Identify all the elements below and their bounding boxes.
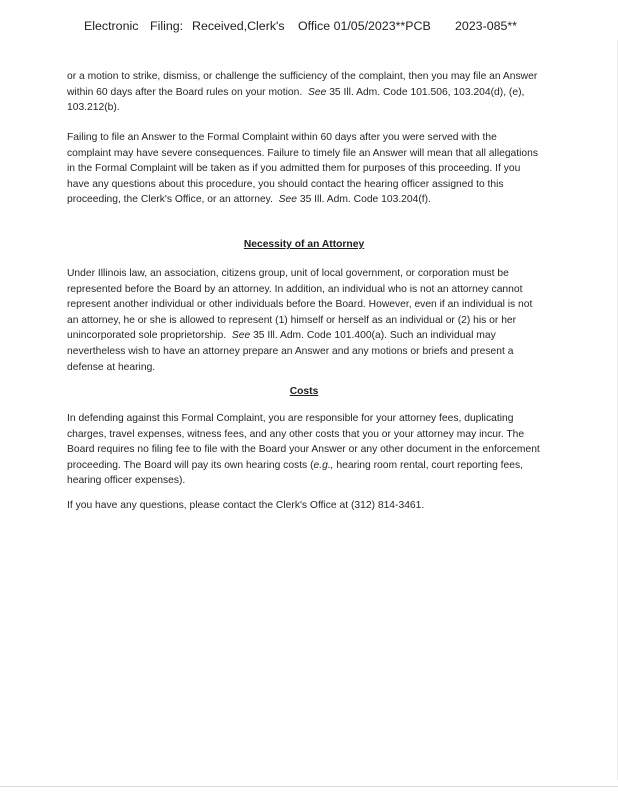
paragraph-contact-clerk: If you have any questions, please contact the Clerk's Office at (312) 814-3461. bbox=[67, 500, 425, 511]
stamp-office-date: Office 01/05/2023**PCB bbox=[298, 19, 431, 33]
paragraph-answer-continuation: or a motion to strike, dismiss, or challenge the sufficiency of the complaint, then you may file an Answer within 60 days after the Board rules on your motion. See 35 Ill. Adm. Code 101.506, 103.204(d), (e), 103.212(b). bbox=[67, 71, 538, 114]
heading-costs: Costs bbox=[289, 386, 319, 397]
stamp-filing: Filing: bbox=[150, 19, 184, 33]
stamp-electronic: Electronic bbox=[84, 19, 139, 33]
heading-necessity-of-attorney: Necessity of an Attorney bbox=[243, 239, 365, 250]
paragraph-costs: In defending against this Formal Complaint, you are responsible for your attorney fees, duplicating charges, travel expenses, witness fees, and any other costs that you or your attorney may incur. The Board requires no filing fee to file with the Board your Answer or any other document in the enforcement proceeding. The Board will pay its own hearing costs (e.g., hearing room rental, court reporting fees, hearing officer expenses). bbox=[67, 413, 540, 487]
page-bottom-edge bbox=[0, 786, 618, 787]
stamp-case-number: 2023-085** bbox=[455, 19, 518, 33]
stamp-received: Received,Clerk's bbox=[192, 19, 285, 33]
paragraph-failing-to-answer: Failing to file an Answer to the Formal Complaint within 60 days after you were served with the complaint may have severe consequences. Failure to timely file an Answer will mean that all allegations in the Formal Complaint will be taken as if you admitted them for purposes of this proceeding. If you have any questions about this procedure, you should contact the hearing officer assigned to this proceeding, the Clerk's Office, or an attorney. See 35 Ill. Adm. Code 103.204(f). bbox=[67, 132, 539, 206]
paragraph-attorney-requirement: Under Illinois law, an association, citizens group, unit of local government, or corporation must be represented before the Board by an attorney. In addition, an individual who is not an attorney cannot represent another individual or other individuals before the Board. However, even if an individual is not an attorney, he or she is allowed to represent (1) himself or herself as an individual or (2) his or her unincorporated sole proprietorship. See 35 Ill. Adm. Code 101.400(a). Such an individual may nevertheless wish to have an attorney prepare an Answer and any motions or briefs and present a defense at hearing. bbox=[67, 268, 533, 373]
